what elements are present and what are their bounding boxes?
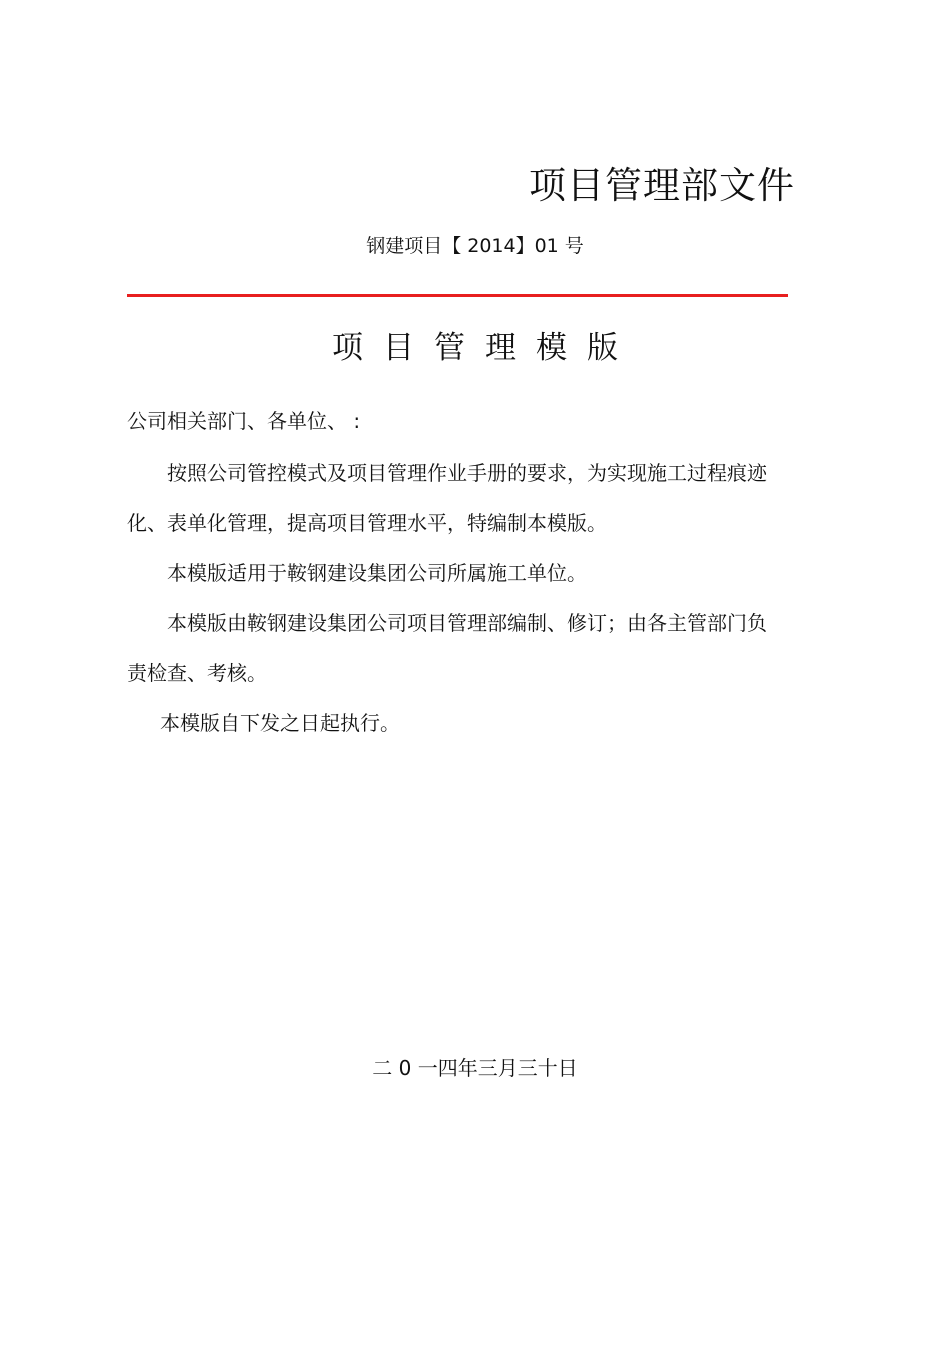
body-paragraph-responsibility: 本模版由鞍钢建设集团公司项目管理部编制、修订；由各主管部门负责检查、考核。 <box>127 611 767 685</box>
body-paragraph-scope: 本模版适用于鞍钢建设集团公司所属施工单位。 <box>167 561 587 585</box>
document-number: 钢建项目【 2014】01 号 <box>366 235 584 257</box>
body-paragraph-effective: 本模版自下发之日起执行。 <box>160 711 400 735</box>
body-paragraph-purpose: 按照公司管控模式及项目管理作业手册的要求，为实现施工过程痕迹化、表单化管理，提高项目管理水平，特编制本模版。 <box>127 461 767 535</box>
document-title: 项目管理模版 <box>332 330 638 366</box>
issue-date: 二 0 一四年三月三十日 <box>372 1056 578 1080</box>
issuing-office-title: 项目管理部文件 <box>529 164 795 207</box>
salutation: 公司相关部门、各单位、 : <box>127 409 361 433</box>
red-header-divider <box>127 294 788 297</box>
